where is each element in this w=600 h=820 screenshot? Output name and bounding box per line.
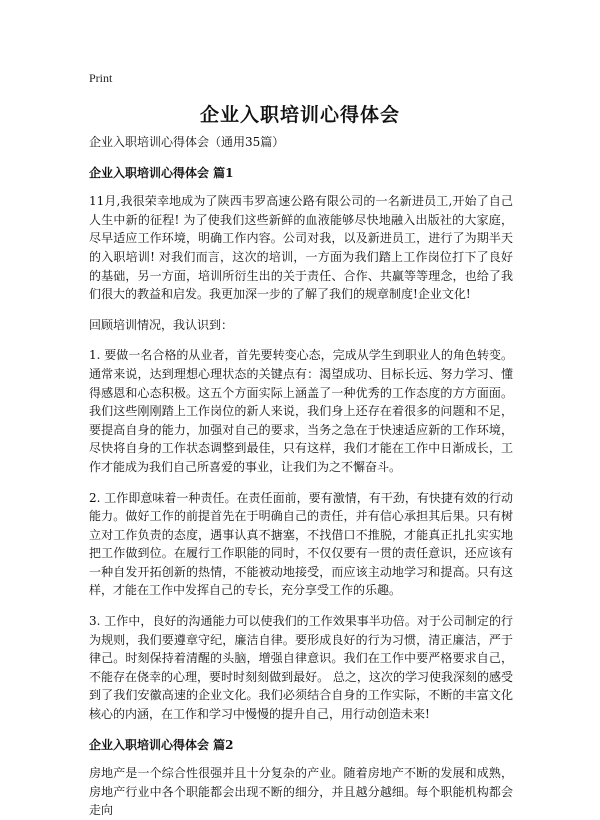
paragraph: 1. 要做一名合格的从业者，首先要转变心态，完成从学生到职业人的角色转变。通常来说，达到理想心理状态的关键点有：渴望成功、目标长远、努力学习、懂得感恩和心态积极。这五个方面实际上涵盖了一种优秀的工作态度的方方面面。我们这些刚刚踏上工作岗位的新人来说，我们身上还存在着很多的问题和不足，要提高自身的能力，加强对自己的要求，当务之急在于快速适应新的工作环境，尽快将自身的工作状态调整到最佳，只有这样，我们才能在工作中日渐成长，工作才能成为我们自己所喜爱的事业，让我们为之不懈奋斗。 — [89, 348, 513, 474]
paragraph: 11月,我很荣幸地成为了陕西韦罗高速公路有限公司的一名新进员工,开始了自己人生中新的征程! 为了使我们这些新鲜的血液能够尽快地融入出版社的大家庭，尽早适应工作环境，明确工作内容。公司对我，以及新进员工，进行了为期半天的入职培训! 对我们而言，这次的培训，一方面为我们踏上工作岗位打下了良好的基础，另一方面，培训所衍生出的关于责任、合作、共赢等等理念，也给了我们很大的教益和启发。我更加深一步的了解了我们的规章制度!企业文化! — [89, 194, 513, 302]
paragraph: 3. 工作中，良好的沟通能力可以使我们的工作效果事半功倍。对于公司制定的行为规则，我们要遵章守纪，廉洁自律。要形成良好的行为习惯，清正廉洁，严于律己。时刻保持着清醒的头脑，增强自律意识。我们在工作中要严格要求自己，不能存在侥幸的心理，要时时刻刻做到最好。 总之，这次的学习使我深刻的感受到了我们安徽高速的企业文化。我们必须结合自身的工作实际，不断的丰富文化核心的内涵，在工作和学习中慢慢的提升自己，用行动创造未来! — [89, 614, 513, 722]
document-body — [89, 133, 513, 820]
section-heading: 企业入职培训心得体会 篇2 — [89, 737, 234, 752]
print-link[interactable]: Print — [89, 71, 113, 85]
paragraph: 2. 工作即意味着一种责任。在责任面前，要有激情，有干劲，有快捷有效的行动能力。做好工作的前提首先在于明确自己的责任，并有信心承担其后果。只有树立对工作负责的态度，遇事认真不搪塞，不找借口不推脱，才能真正扎扎实实地把工作做到位。在履行工作职能的同时，不仅仅要有一贯的责任意识，还应该有一种自发开拓创新的热情，不能被动地接受，而应该主动地学习和提高。只有这样，才能在工作中发挥自己的专长，充分享受工作的乐趣。 — [89, 490, 513, 598]
document-title: 企业入职培训心得体会 — [199, 104, 400, 126]
section-heading: 企业入职培训心得体会 篇1 — [89, 165, 234, 180]
document-subtitle: 企业入职培训心得体会（通用35篇） — [89, 135, 285, 149]
paragraph: 房地产是一个综合性很强并且十分复杂的产业。随着房地产不断的发展和成熟，房地产行业中各个职能都会出现不断的细分，并且越分越细。每个职能机构都会走向 — [89, 766, 513, 818]
paragraph: 回顾培训情况，我认识到： — [89, 317, 234, 332]
